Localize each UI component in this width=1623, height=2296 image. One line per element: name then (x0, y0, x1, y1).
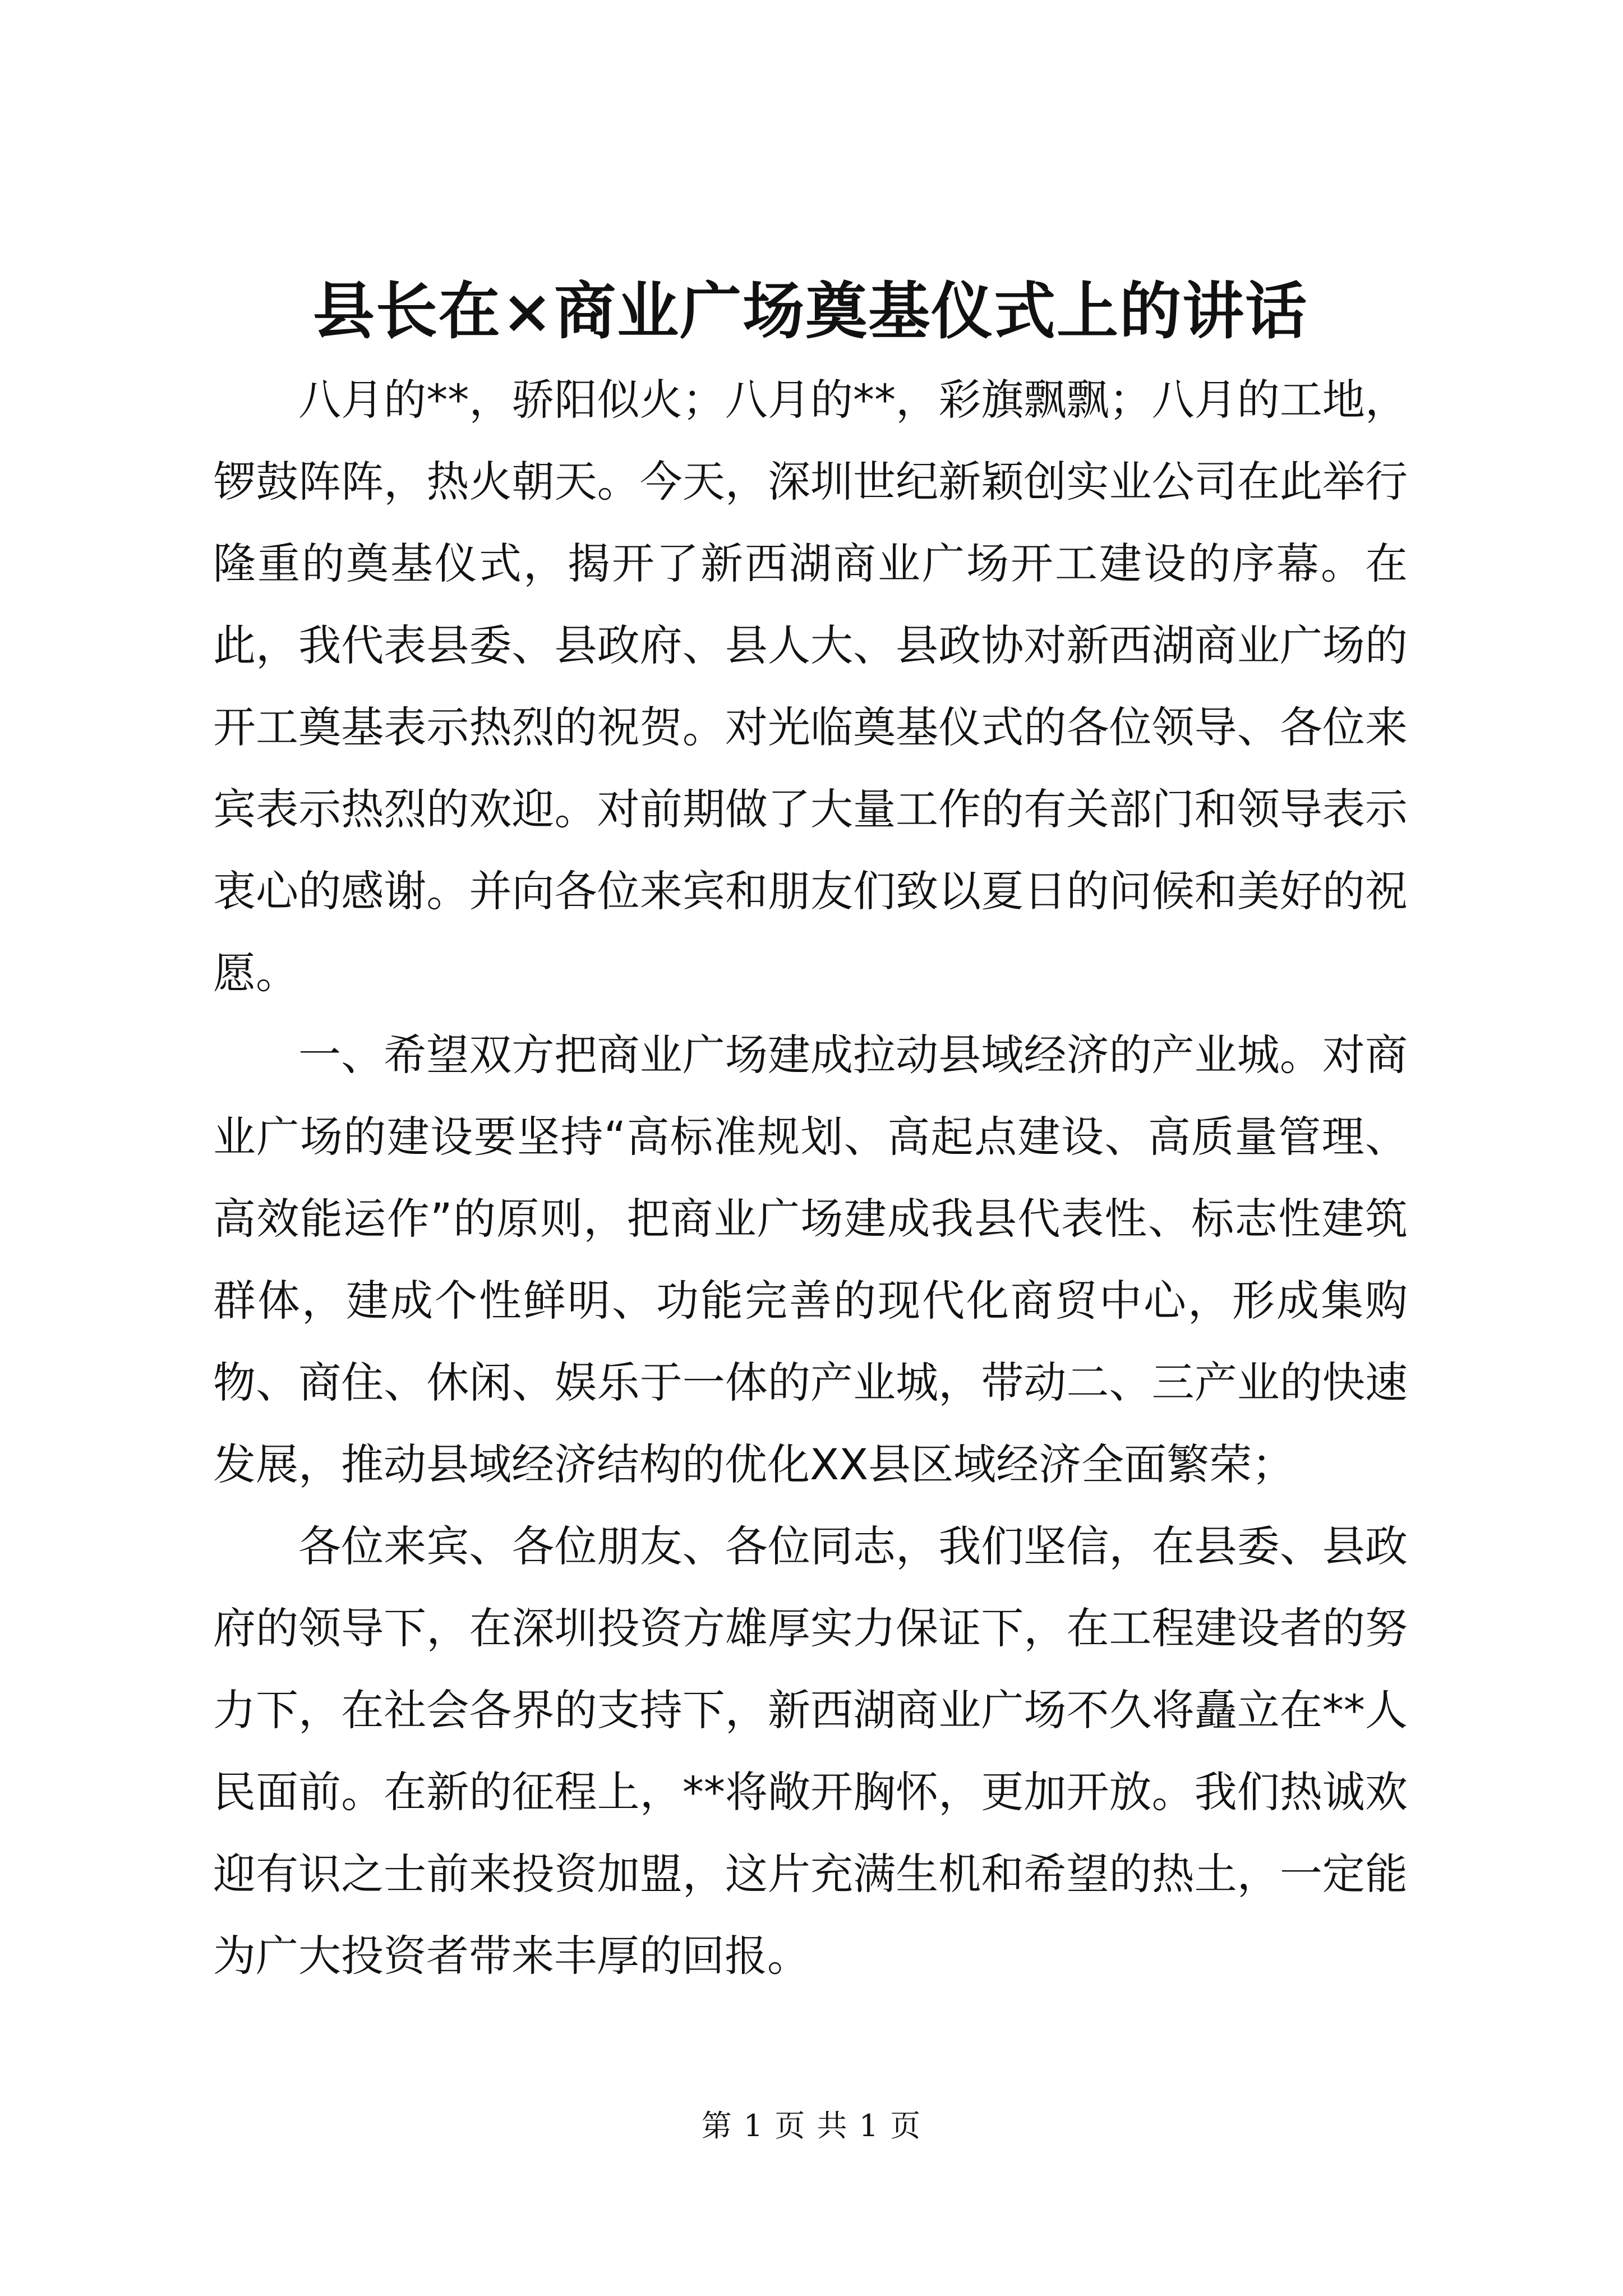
paragraph-closing: 各位来宾、各位朋友、各位同志，我们坚信，在县委、县政府的领导下，在深圳投资方雄厚实力保证下，在工程建设者的努力下，在社会各界的支持下，新西湖商业广场不久将矗立在**人民面前。在新的征程上，**将敞开胸怀，更加开放。我们热诚欢迎有识之士前来投资加盟，这片充满生机和希望的热土，一定能为广大投资者带来丰厚的回报。 (213, 1521, 1408, 1981)
document-body (213, 359, 1408, 1997)
document-title: 县长在×商业广场奠基仪式上的讲话 (312, 275, 1308, 347)
paragraph-point-one: 一、希望双方把商业广场建成拉动县域经济的产业城。对商业广场的建设要坚持“高标准规划、高起点建设、高质量管理、高效能运作”的原则，把商业广场建成我县代表性、标志性建筑群体，建成个性鲜明、功能完善的现代化商贸中心，形成集购物、商住、休闲、娱乐于一体的产业城，带动二、三产业的快速发展，推动县域经济结构的优化XX县区域经济全面繁荣； (213, 1030, 1408, 1489)
paragraph-opening: 八月的**，骄阳似火；八月的**，彩旗飘飘；八月的工地，锣鼓阵阵，热火朝天。今天，深圳世纪新颖创实业公司在此举行隆重的奠基仪式，揭开了新西湖商业广场开工建设的序幕。在此，我代表县委、县政府、县人大、县政协对新西湖商业广场的开工奠基表示热烈的祝贺。对光临奠基仪式的各位领导、各位来宾表示热烈的欢迎。对前期做了大量工作的有关部门和领导表示衷心的感谢。并向各位来宾和朋友们致以夏日的问候和美好的祝愿。 (213, 375, 1408, 998)
page-footer: 第 1 页 共 1 页 (701, 2108, 922, 2143)
